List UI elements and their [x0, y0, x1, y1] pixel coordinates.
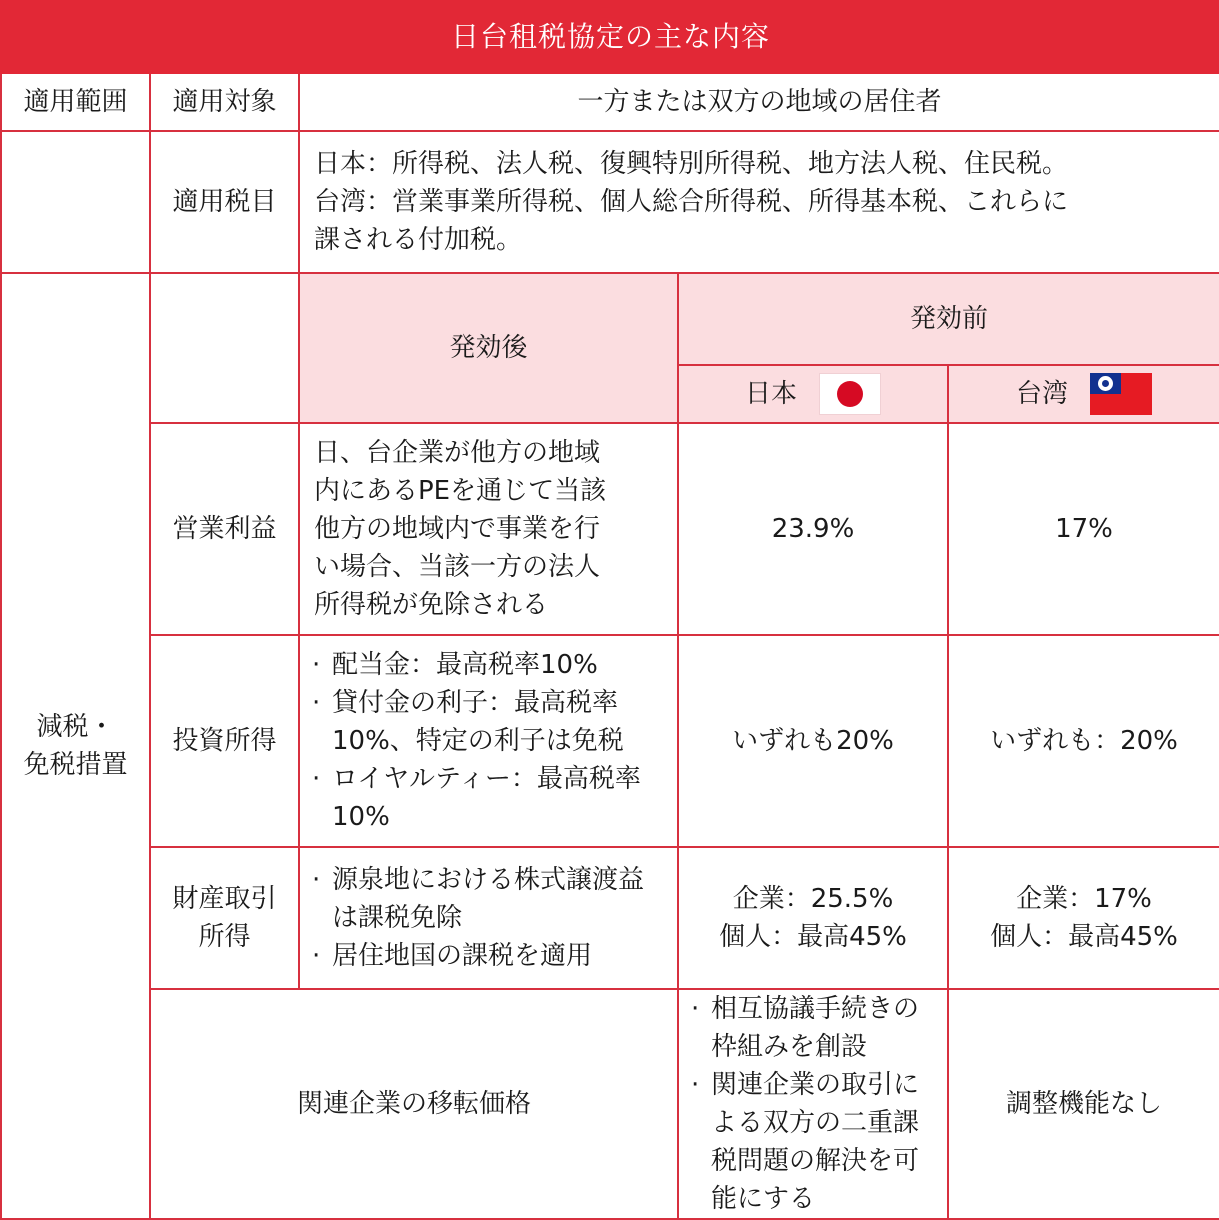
list-item: · ロイヤルティー：最高税率10% — [312, 760, 669, 836]
property-taiwan-line: 企業：17% — [1016, 884, 1152, 914]
scope-target-row — [1, 73, 1219, 131]
bullet-text: 配当金：最高税率10% — [332, 650, 598, 680]
target-value: 一方または双方の地域の居住者 — [299, 73, 1219, 131]
relief-label-line: 免税措置 — [23, 750, 128, 780]
transfer-before: 調整機能なし — [948, 989, 1219, 1219]
relief-header-empty-cell — [150, 273, 299, 423]
business-taiwan: 17% — [948, 423, 1219, 635]
bullet-text: 貸付金の利子：最高税率10%、特定の利子は免税 — [332, 688, 624, 756]
business-profit-row — [1, 423, 1219, 635]
list-item: · 配当金：最高税率10% — [312, 646, 669, 684]
business-after-line: 他方の地域内で事業を行 — [314, 514, 601, 544]
table-title-row — [1, 1, 1219, 73]
taiwan-label: 台湾 — [1015, 379, 1068, 409]
table-title: 日台租税協定の主な内容 — [1, 1, 1219, 73]
property-japan-line: 企業：25.5% — [732, 884, 894, 914]
property-japan-line: 個人：最高45% — [719, 922, 907, 952]
property-after — [299, 847, 678, 989]
taiwan-header — [948, 365, 1219, 423]
business-after-line: 内にあるPEを通じて当該 — [314, 476, 607, 506]
investment-taiwan: いずれも：20% — [948, 635, 1219, 847]
investment-after — [299, 635, 678, 847]
before-header: 発効前 — [678, 273, 1219, 365]
taiwan-flag-icon — [1090, 373, 1152, 415]
bullet-text: 居住地国の課税を適用 — [332, 941, 593, 971]
business-label: 営業利益 — [150, 423, 299, 635]
relief-label — [1, 273, 150, 1219]
transfer-label: 関連企業の移転価格 — [150, 989, 678, 1219]
tax-line: 日本：所得税、法人税、復興特別所得税、地方法人税、住民税。 — [314, 149, 1069, 179]
transfer-pricing-row — [1, 989, 1219, 1219]
property-label — [150, 847, 299, 989]
business-after-line: 日、台企業が他方の地域 — [314, 438, 601, 468]
bullet-text: 相互協議手続きの枠組みを創設 — [711, 994, 920, 1062]
business-after — [299, 423, 678, 635]
bullet-text: 関連企業の取引による双方の二重課税問題の解決を可能にする — [711, 1070, 920, 1214]
business-japan: 23.9% — [678, 423, 948, 635]
property-label-line: 財産取引 — [172, 884, 277, 914]
investment-income-row — [1, 635, 1219, 847]
japan-flag-icon — [819, 373, 881, 415]
tax-value — [299, 131, 1219, 273]
business-after-line: い場合、当該一方の法人 — [314, 552, 601, 582]
scope-label: 適用範囲 — [1, 73, 150, 131]
tax-line: 台湾：営業事業所得税、個人総合所得税、所得基本税、これらに — [314, 187, 1069, 217]
tax-label: 適用税目 — [150, 131, 299, 273]
relief-header-row — [1, 273, 1219, 365]
list-item: · 居住地国の課税を適用 — [312, 937, 669, 975]
property-taiwan — [948, 847, 1219, 989]
list-item: · 関連企業の取引による双方の二重課税問題の解決を可能にする — [691, 1066, 939, 1218]
relief-label-line: 減税・ — [36, 712, 115, 742]
target-label: 適用対象 — [150, 73, 299, 131]
list-item: · 源泉地における株式譲渡益は課税免除 — [312, 861, 669, 937]
property-label-line: 所得 — [198, 922, 251, 952]
scope-tax-row — [1, 131, 1219, 273]
japan-header — [678, 365, 948, 423]
list-item: · 相互協議手続きの枠組みを創設 — [691, 990, 939, 1066]
after-header: 発効後 — [299, 273, 678, 423]
list-item: · 貸付金の利子：最高税率10%、特定の利子は免税 — [312, 684, 669, 760]
investment-label: 投資所得 — [150, 635, 299, 847]
bullet-text: 源泉地における株式譲渡益は課税免除 — [332, 865, 645, 933]
investment-japan: いずれも20% — [678, 635, 948, 847]
scope-empty-cell — [1, 131, 150, 273]
property-income-row — [1, 847, 1219, 989]
bullet-text: ロイヤルティー：最高税率10% — [332, 764, 641, 832]
japan-label: 日本 — [744, 379, 797, 409]
property-taiwan-line: 個人：最高45% — [990, 922, 1178, 952]
property-japan — [678, 847, 948, 989]
business-after-line: 所得税が免除される — [314, 590, 549, 620]
tax-line: 課される付加税。 — [314, 225, 523, 255]
transfer-after — [678, 989, 948, 1219]
